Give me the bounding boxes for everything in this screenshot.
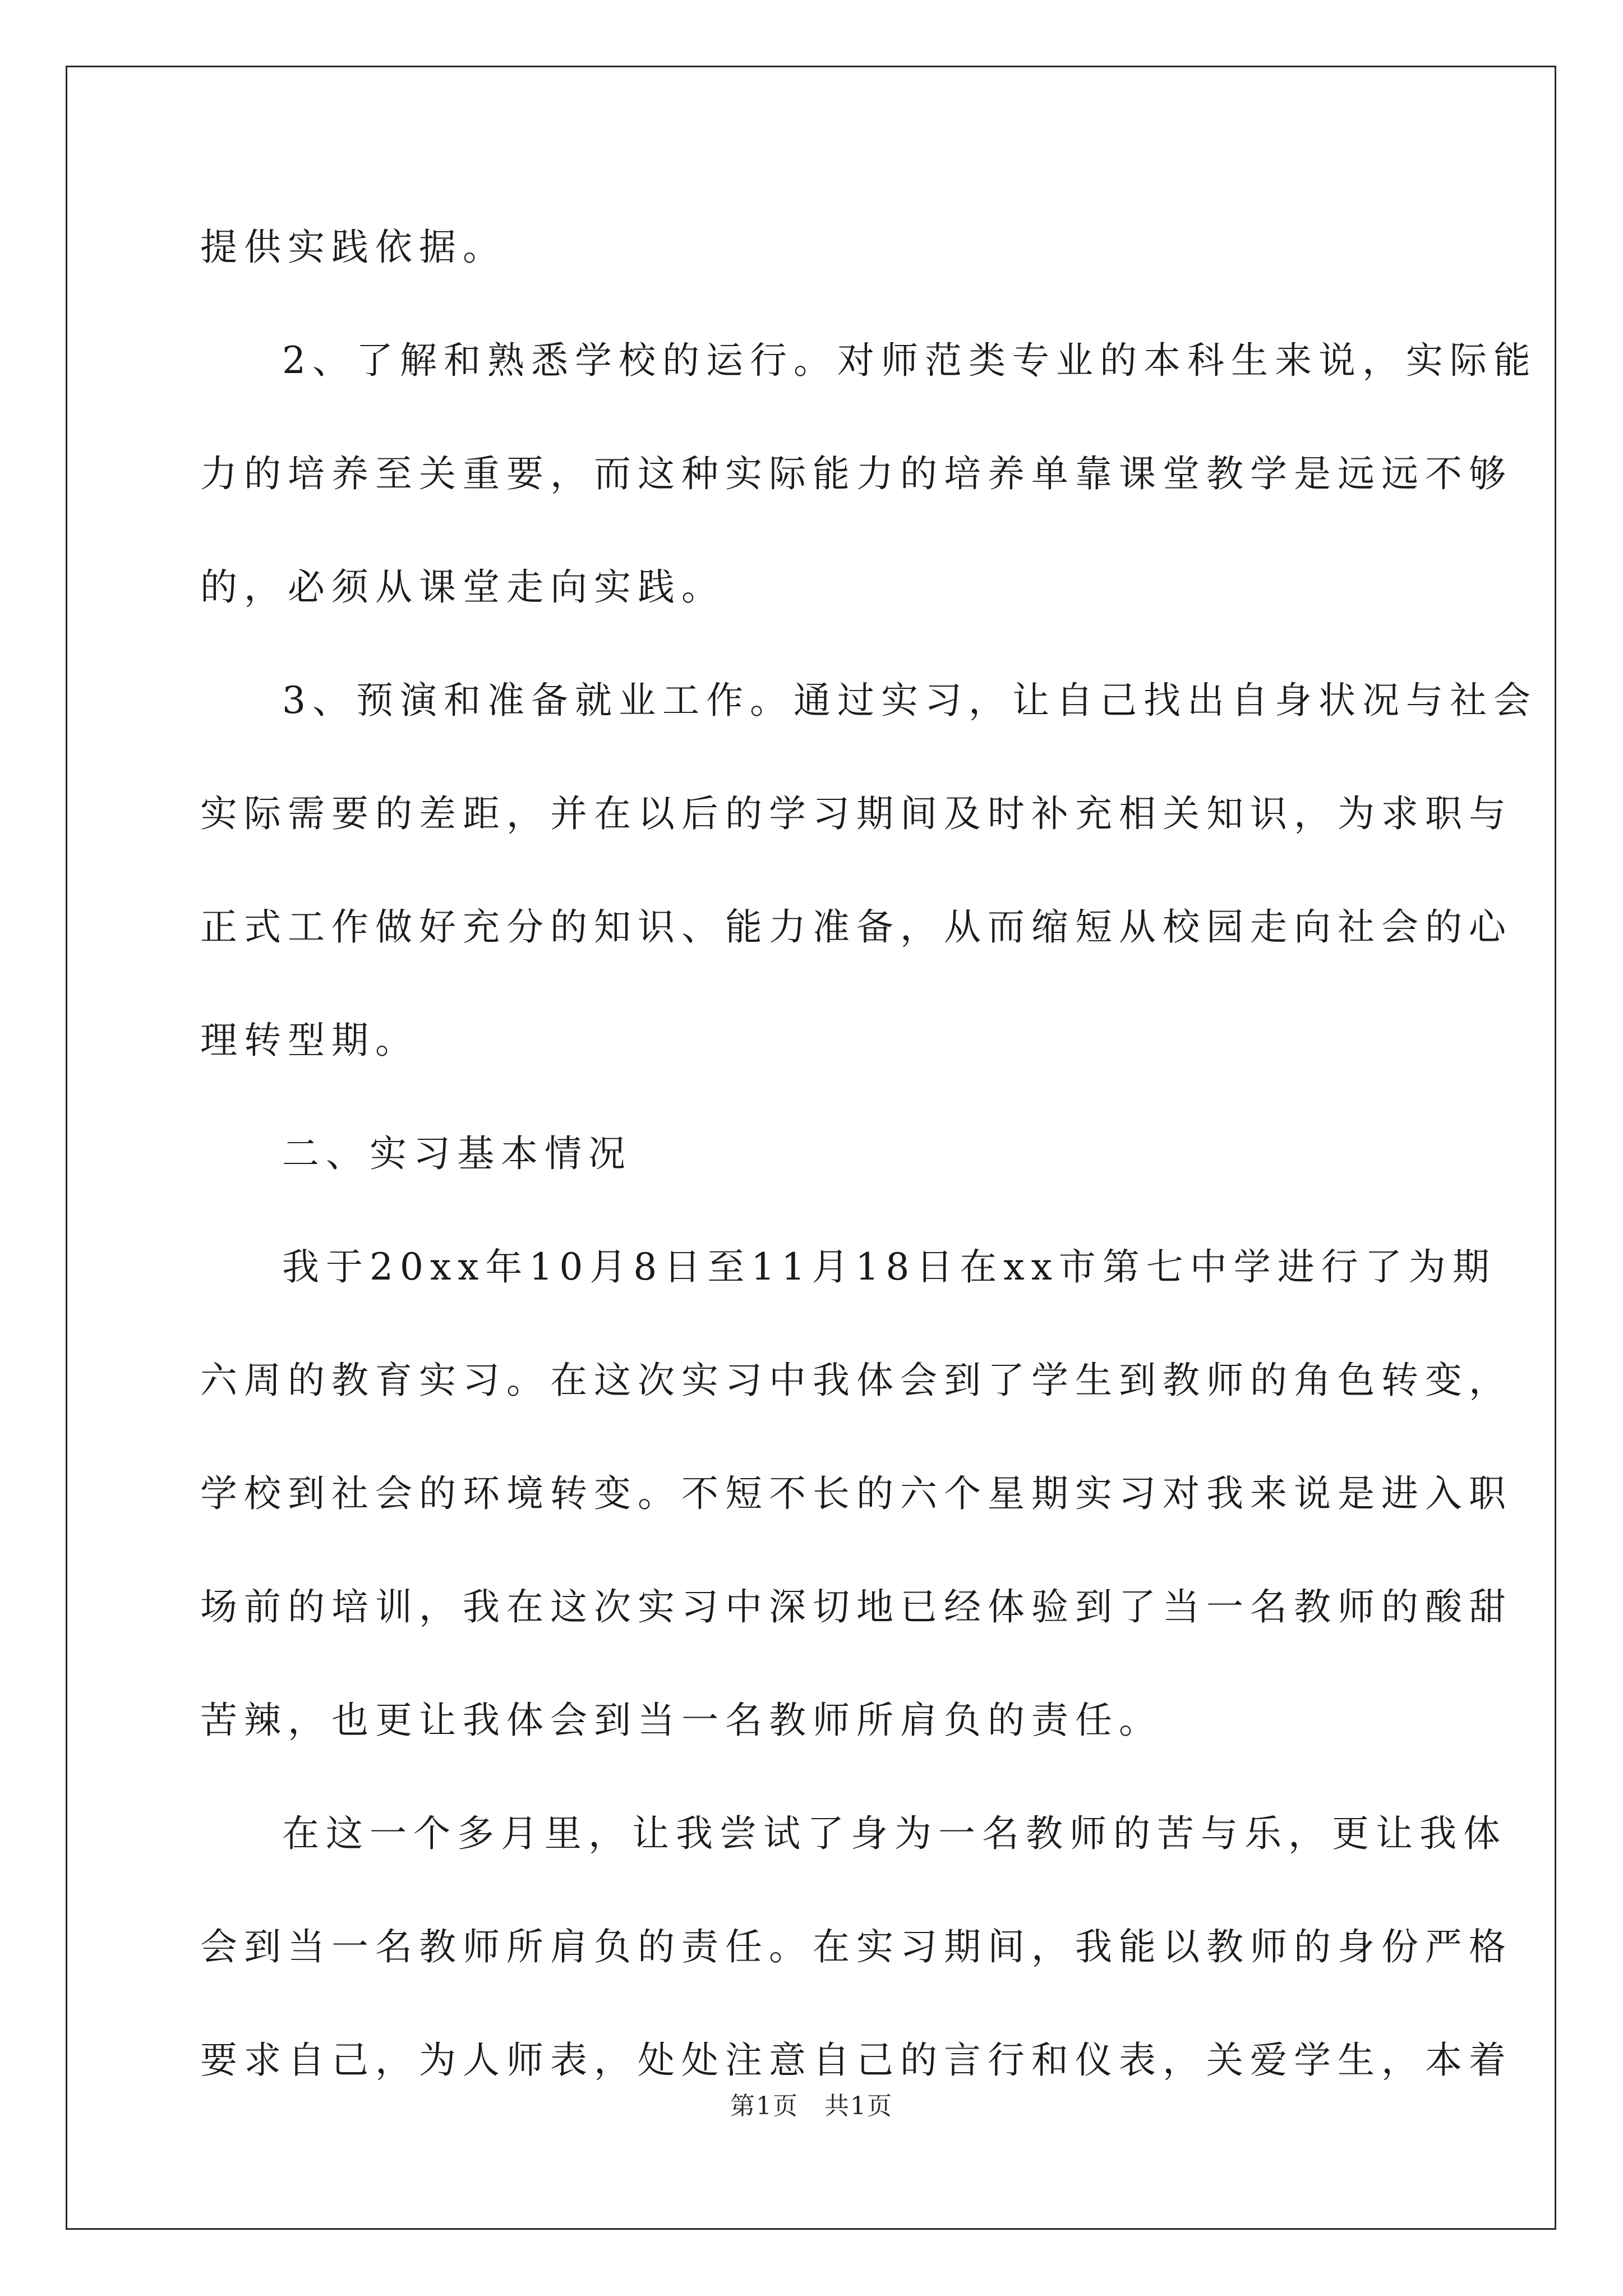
section-heading: 二、实习基本情况 (282, 1132, 632, 1175)
text-line-15: 在这一个多月里，让我尝试了身为一名教师的苦与乐，更让我体 (282, 1812, 1507, 1855)
text-line-4: 的，必须从课堂走向实践。 (200, 565, 725, 609)
text-line-14: 苦辣，也更让我体会到当一名教师所肩负的责任。 (200, 1699, 1163, 1742)
page-number: 第1页 共1页 (730, 2092, 893, 2120)
text-line-5: 3、预演和准备就业工作。通过实习，让自己找出自身状况与社会 (282, 679, 1537, 722)
text-line-10: 我于20xx年10月8日至11月18日在xx市第七中学进行了为期 (282, 1245, 1496, 1289)
text-line-17: 要求自己，为人师表，处处注意自己的言行和仪表，关爱学生，本着 (200, 2039, 1513, 2082)
text-line-1: 提供实践依据。 (200, 226, 506, 269)
text-line-13: 场前的培训，我在这次实习中深切地已经体验到了当一名教师的酸甜 (200, 1585, 1513, 1628)
text-line-12: 学校到社会的环境转变。不短不长的六个星期实习对我来说是进入职 (200, 1472, 1513, 1515)
text-line-3: 力的培养至关重要，而这种实际能力的培养单靠课堂教学是远远不够 (200, 452, 1513, 495)
text-line-7: 正式工作做好充分的知识、能力准备，从而缩短从校园走向社会的心 (200, 905, 1513, 949)
text-line-11: 六周的教育实习。在这次实习中我体会到了学生到教师的角色转变， (200, 1359, 1513, 1402)
document-body (200, 191, 1537, 2117)
text-line-2: 2、了解和熟悉学校的运行。对师范类专业的本科生来说，实际能 (282, 339, 1537, 382)
text-line-8: 理转型期。 (200, 1019, 419, 1062)
text-line-6: 实际需要的差距，并在以后的学习期间及时补充相关知识，为求职与 (200, 792, 1513, 835)
text-line-16: 会到当一名教师所肩负的责任。在实习期间，我能以教师的身份严格 (200, 1925, 1513, 1968)
